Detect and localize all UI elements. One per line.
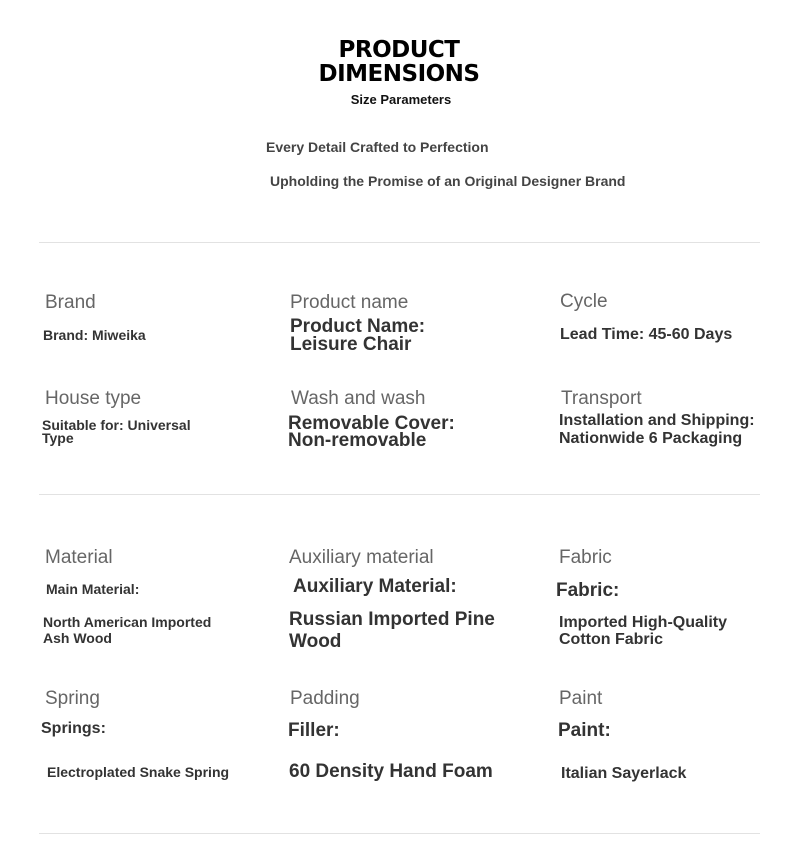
fabric-label: Fabric <box>559 547 612 568</box>
padding-label: Padding <box>290 688 360 709</box>
material-label: Material <box>45 547 113 568</box>
material-value-3: Ash Wood <box>43 630 112 646</box>
spring-label: Spring <box>45 688 100 709</box>
cycle-value: Lead Time: 45-60 Days <box>560 326 733 343</box>
title-line-1: PRODUCT <box>338 37 460 63</box>
auxiliary-label: Auxiliary material <box>289 547 434 568</box>
wash-value-1: Removable Cover: <box>288 413 455 434</box>
page-subtitle: Size Parameters <box>350 92 452 107</box>
product-name-value-2: Leisure Chair <box>290 334 412 355</box>
house-type-label: House type <box>45 388 142 409</box>
spring-value-2: Electroplated Snake Spring <box>47 764 230 780</box>
divider-bottom <box>39 833 760 834</box>
product-name-value-1: Product Name: <box>290 316 426 337</box>
auxiliary-value-3: Wood <box>289 631 342 652</box>
auxiliary-value-1: Auxiliary Material: <box>293 576 457 597</box>
material-value-2: North American Imported <box>43 614 212 630</box>
tagline-2: Upholding the Promise of an Original Designer Brand <box>270 173 626 189</box>
padding-value-1: Filler: <box>288 720 340 741</box>
divider-top <box>39 242 760 243</box>
spring-value-1: Springs: <box>41 720 106 737</box>
paint-label: Paint <box>559 688 603 709</box>
product-name-label: Product name <box>290 292 409 313</box>
padding-value-2: 60 Density Hand Foam <box>289 761 493 782</box>
fabric-value-3: Cotton Fabric <box>559 631 663 648</box>
transport-label: Transport <box>561 388 642 409</box>
title-line-2: DIMENSIONS <box>318 61 480 87</box>
transport-value-2: Nationwide 6 Packaging <box>559 430 743 447</box>
wash-label: Wash and wash <box>291 388 426 409</box>
transport-value-1: Installation and Shipping: <box>559 412 755 429</box>
fabric-value-2: Imported High-Quality <box>559 614 727 631</box>
auxiliary-value-2: Russian Imported Pine <box>289 609 495 630</box>
brand-value: Brand: Miweika <box>43 327 146 343</box>
house-type-value-2: Type <box>42 430 74 446</box>
tagline-1: Every Detail Crafted to Perfection <box>266 139 489 155</box>
paint-value-2: Italian Sayerlack <box>561 765 687 782</box>
wash-value-2: Non-removable <box>288 430 427 451</box>
material-value-1: Main Material: <box>46 581 140 597</box>
divider-middle <box>39 494 760 495</box>
brand-label: Brand <box>45 292 96 313</box>
paint-value-1: Paint: <box>558 720 611 741</box>
cycle-label: Cycle <box>560 291 608 312</box>
fabric-value-1: Fabric: <box>556 580 620 601</box>
house-type-value-1: Suitable for: Universal <box>42 417 191 433</box>
